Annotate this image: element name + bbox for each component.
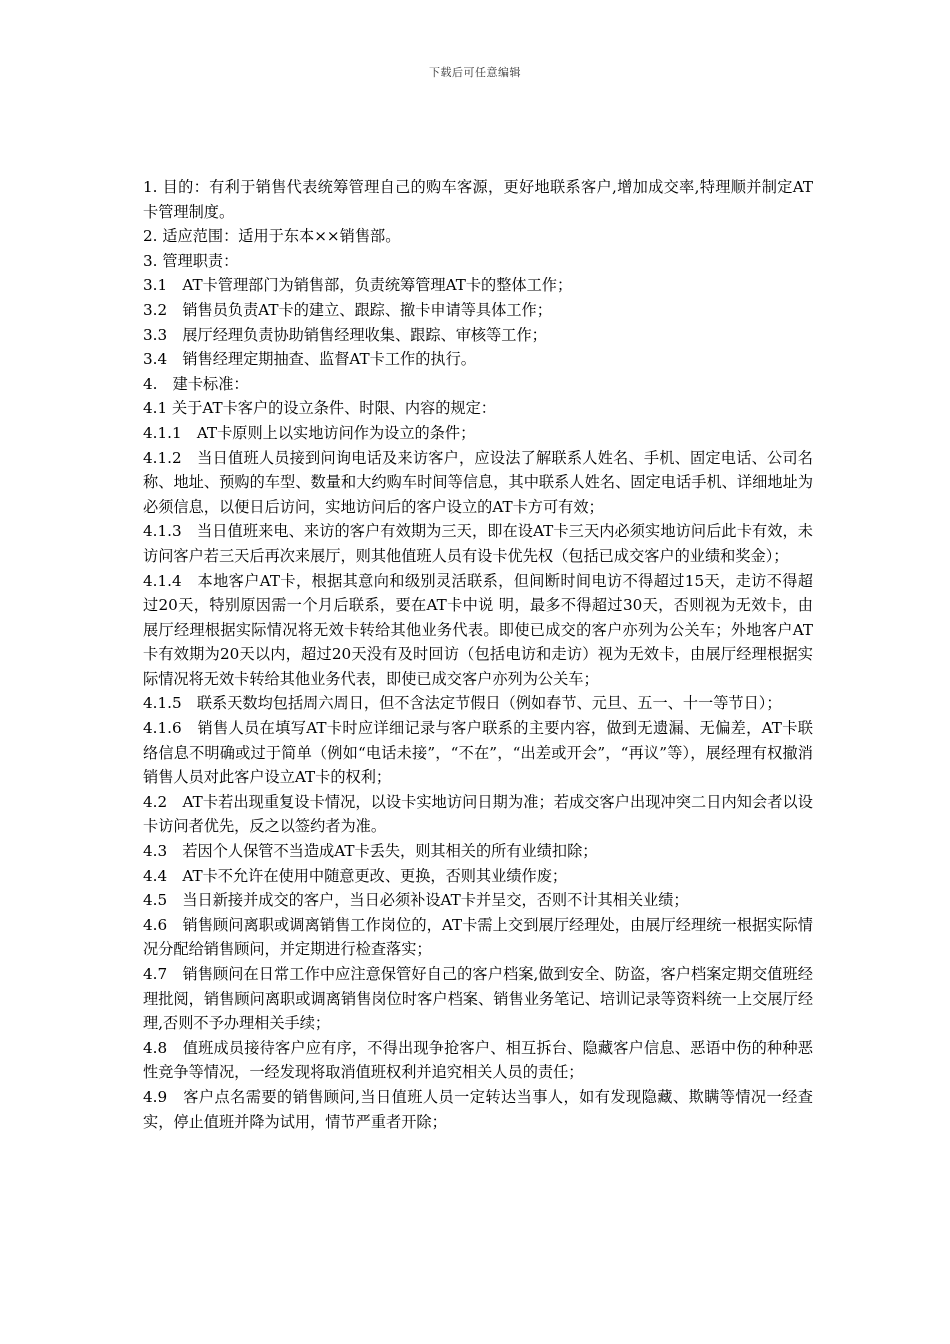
- paragraph-card-standards-heading: 4. 建卡标准：: [143, 374, 249, 393]
- page-header: 下载后可任意编辑: [429, 66, 521, 79]
- paragraph-3-3: 3.3 展厅经理负责协助销售经理收集、跟踪、审核等工作；: [143, 325, 547, 344]
- paragraph-4-1-5: 4.1.5 联系天数均包括周六周日，但不含法定节假日（例如春节、元旦、五一、十一等节日）；: [143, 694, 782, 713]
- paragraph-4-2: 4.2 AT卡若出现重复设卡情况，以设卡实地访问日期为准；若成交客户出现冲突二日内知会者以设卡访问者优先，反之以签约者为准。: [143, 792, 813, 836]
- paragraph-4-5: 4.5 当日新接并成交的客户，当日必须补设AT卡并呈交，否则不计其相关业绩；: [143, 891, 689, 910]
- paragraph-4-6: 4.6 销售顾问离职或调离销售工作岗位的，AT卡需上交到展厅经理处，由展厅经理统一根据实际情况分配给销售顾问，并定期进行检查落实；: [143, 915, 813, 959]
- paragraph-4-9: 4.9 客户点名需要的销售顾问,当日值班人员一定转达当事人，如有发现隐藏、欺瞒等情况一经查实，停止值班并降为试用，情节严重者开除；: [143, 1087, 813, 1131]
- paragraph-4-1-4: 4.1.4 本地客户AT卡，根据其意向和级别灵活联系，但间断时间电访不得超过15天，走访不得超过20天，特别原因需一个月后联系，要在AT卡中说 明，最多不得超过30天，否则视为无效卡，由展厅经理根据实际情况将无效卡转给其他业务代表。即使已成交的客户亦列为公关车；外地客户AT卡有效期为20天以内，超过20天没有及时回访（包括电访和走访）视为无效卡，由展厅经理根据实际情况将无效卡转给其他业务代表，即使已成交客户亦列为公关车；: [143, 571, 813, 688]
- paragraph-4-1-1: 4.1.1 AT卡原则上以实地访问作为设立的条件；: [143, 423, 476, 442]
- paragraph-4-3: 4.3 若因个人保管不当造成AT卡丢失，则其相关的所有业绩扣除；: [143, 842, 598, 861]
- paragraph-4-8: 4.8 值班成员接待客户应有序，不得出现争抢客户、相互拆台、隐藏客户信息、恶语中伤的种种恶性竞争等情况，一经发现将取消值班权利并追究相关人员的责任；: [143, 1038, 813, 1082]
- paragraph-4-7: 4.7 销售顾问在日常工作中应注意保管好自己的客户档案,做到安全、防盗，客户档案定期交值班经理批阅，销售顾问离职或调离销售岗位时客户档案、销售业务笔记、培训记录等资料统一上交展厅经理,否则不予办理相关手续；: [143, 965, 813, 1033]
- paragraph-purpose: 1. 目的：有利于销售代表统筹管理自己的购车客源，更好地联系客户,增加成交率,特理顺并制定AT卡管理制度。: [143, 178, 813, 221]
- paragraph-3-4: 3.4 销售经理定期抽查、监督AT卡工作的执行。: [143, 350, 476, 369]
- paragraph-4-1-2: 4.1.2 当日值班人员接到问询电话及来访客户，应设法了解联系人姓名、手机、固定电话、公司名称、地址、预购的车型、数量和大约购车时间等信息，其中联系人姓名、固定电话手机、详细地址为必须信息，以便日后访问，实地访问后的客户设立的AT卡方可有效；: [143, 448, 813, 516]
- document-body: [143, 175, 813, 1134]
- paragraph-responsibilities-heading: 3. 管理职责：: [143, 251, 239, 270]
- paragraph-scope: 2. 适应范围：适用于东本××销售部。: [143, 227, 401, 246]
- paragraph-3-2: 3.2 销售员负责AT卡的建立、跟踪、撤卡申请等具体工作；: [143, 300, 552, 319]
- paragraph-3-1: 3.1 AT卡管理部门为销售部，负责统筹管理AT卡的整体工作；: [143, 276, 573, 295]
- paragraph-4-1: 4.1 关于AT卡客户的设立条件、时限、内容的规定：: [143, 399, 496, 418]
- paragraph-4-1-3: 4.1.3 当日值班来电、来访的客户有效期为三天，即在设AT卡三天内必须实地访问后此卡有效，未访问客户若三天后再次来展厅，则其他值班人员有设卡优先权（包括已成交客户的业绩和奖金）；: [143, 522, 813, 565]
- paragraph-4-1-6: 4.1.6 销售人员在填写AT卡时应详细记录与客户联系的主要内容，做到无遗漏、无偏差，AT卡联络信息不明确或过于简单（例如“电话未接”，“不在”，“出差或开会”，“再议”等），展经理有权撤消销售人员对此客户设立AT卡的权利；: [143, 719, 813, 787]
- paragraph-4-4: 4.4 AT卡不允许在使用中随意更改、更换，否则其业绩作废；: [143, 866, 568, 885]
